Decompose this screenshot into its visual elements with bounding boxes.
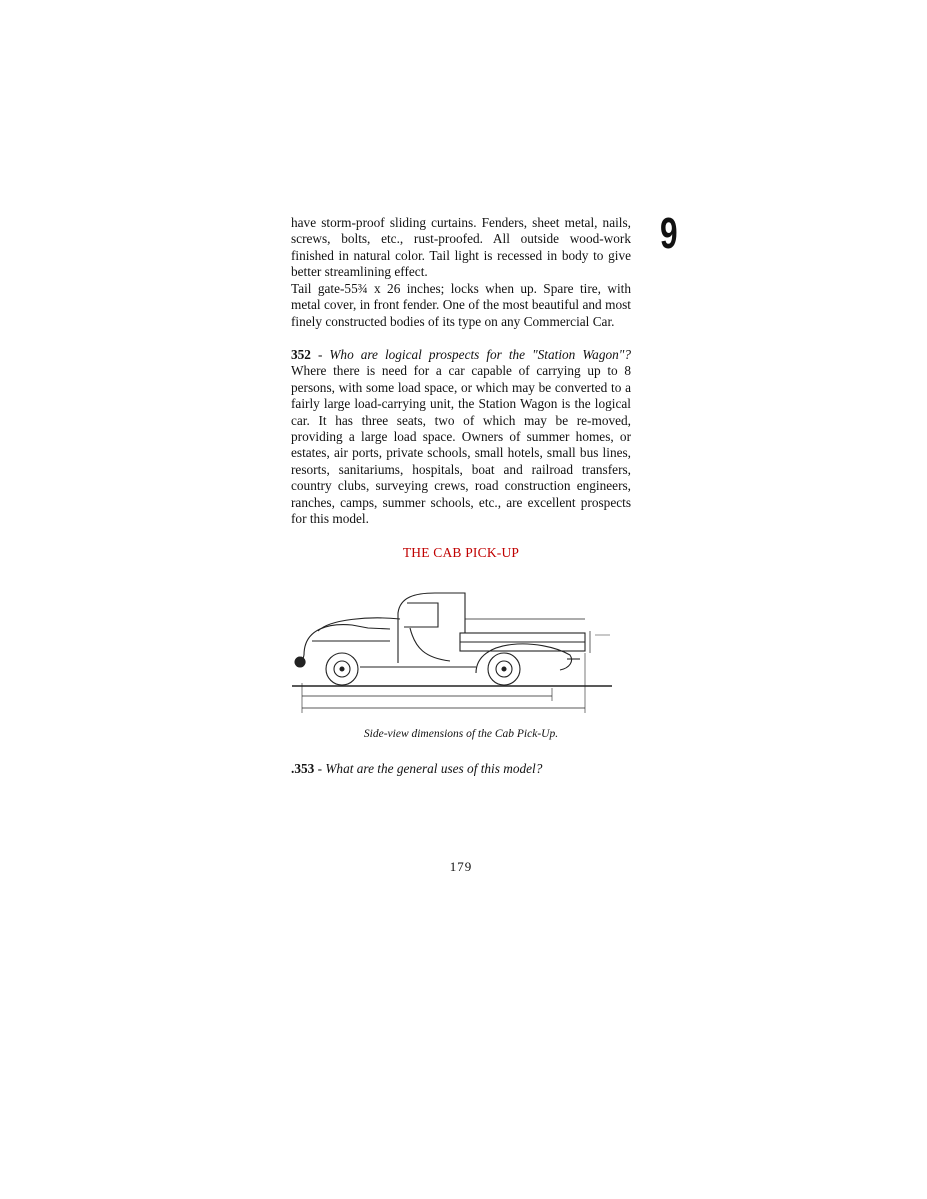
paragraph-tail-gate: Tail gate-55¾ x 26 inches; locks when up. Spare tire, with metal cover, in front fender. One of the most beautiful and most finely constructed bodies of its type on any Commercial Car. — [291, 281, 631, 329]
figure-caption: Side-view dimensions of the Cab Pick-Up. — [363, 728, 559, 740]
section-title: THE CAB PICK-UP — [402, 545, 520, 560]
question-353-text: - What are the general uses of this model? — [314, 761, 543, 776]
question-353 — [291, 761, 631, 777]
page-number: 179 — [449, 859, 473, 874]
question-352-number: 352 — [291, 347, 311, 362]
cab-pickup-drawing — [290, 583, 620, 718]
chapter-number: 9 — [660, 209, 678, 258]
question-352 — [291, 347, 631, 527]
paragraph-body-features: have storm-proof sliding curtains. Fenders, sheet metal, nails, screws, bolts, etc., rust-proofed. All outside wood-work finished in natural color. Tail light is recessed in body to give better streamlining effect. — [291, 215, 631, 280]
question-353-number: .353 — [291, 761, 315, 776]
question-352-answer: Where there is need for a car capable of carrying up to 8 persons, with some load space, or which may be converted to a fairly large load-carrying unit, the Station Wagon is the logical car. It has three seats, two of which may be re-moved, providing a large load space. Owners of summer homes, or estates, air ports, private schools, small hotels, small bus lines, resorts, sanitariums, hospitals, boat and railroad transfers, country clubs, surveying crews, road construction engineers, ranches, camps, summer schools, etc., are excellent prospects for this model. — [291, 363, 631, 527]
question-352-text: - Who are logical prospects for the "Station Wagon"? — [310, 347, 631, 362]
